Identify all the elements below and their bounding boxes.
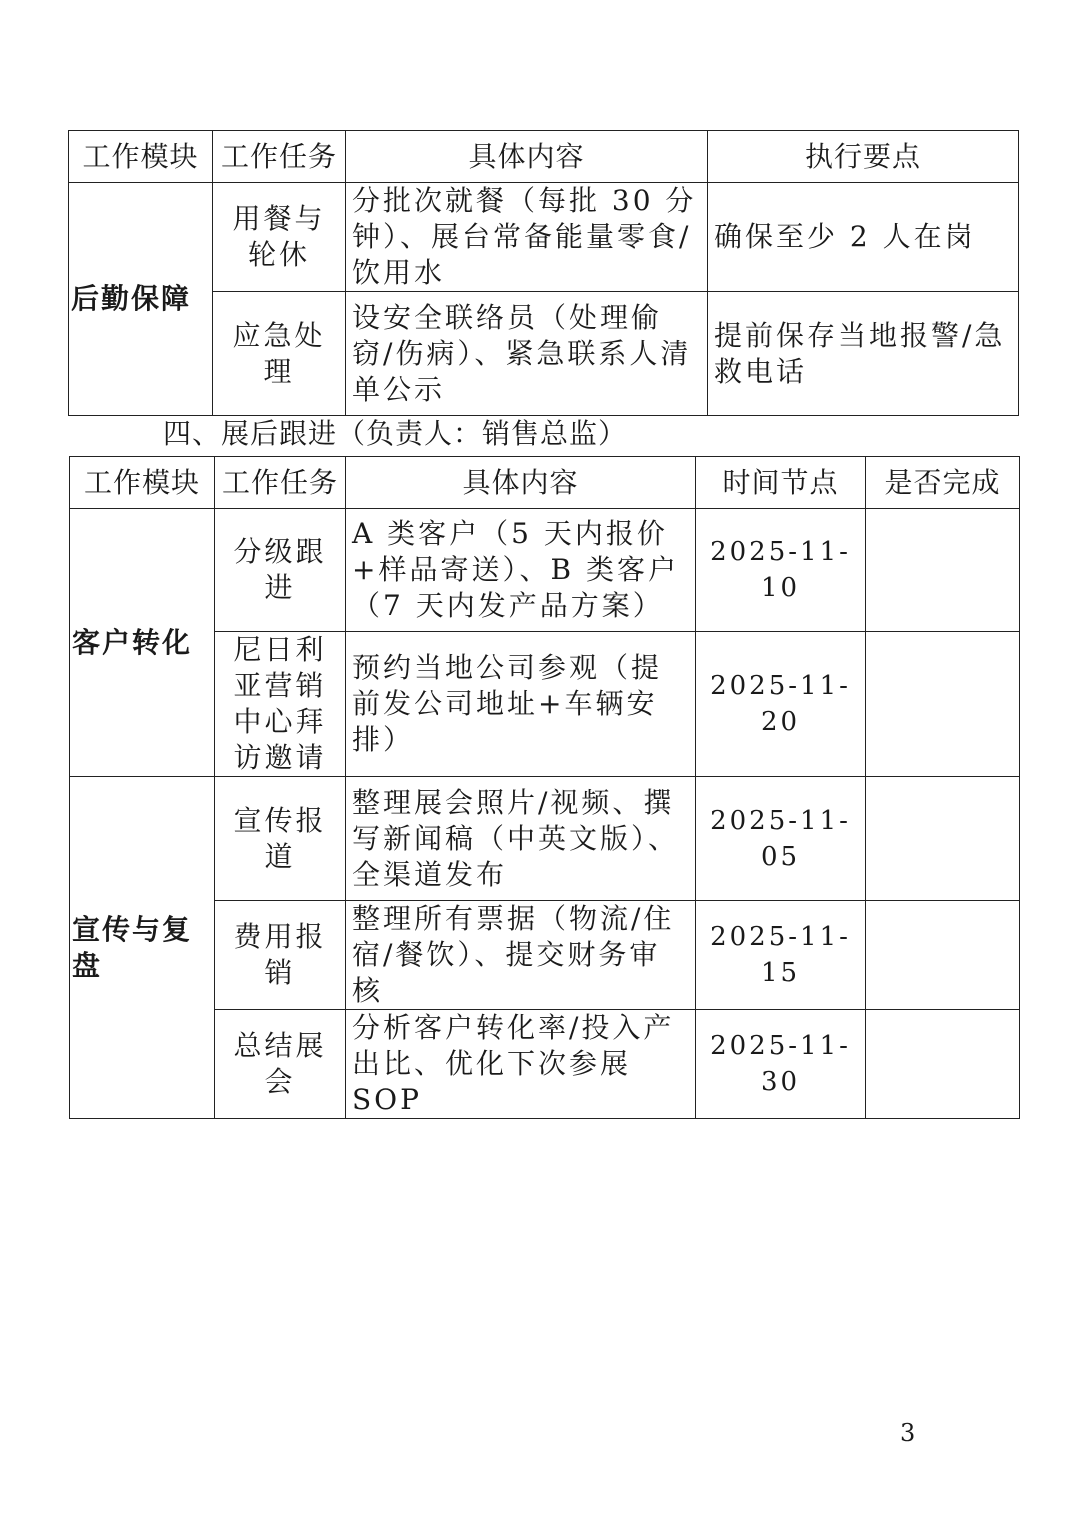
module-cell: 客户转化 <box>70 509 215 777</box>
content-cell: 分批次就餐（每批 30 分钟）、展台常备能量零食/饮用水 <box>346 183 708 292</box>
header-content: 具体内容 <box>346 457 696 509</box>
content-cell: A 类客户（5 天内报价+样品寄送）、B 类客户（7 天内发产品方案） <box>346 509 696 632</box>
done-cell <box>866 632 1020 777</box>
task-cell: 费用报销 <box>215 901 346 1010</box>
point-cell: 确保至少 2 人在岗 <box>708 183 1019 292</box>
date-cell: 2025-11-30 <box>696 1010 866 1119</box>
done-cell <box>866 1010 1020 1119</box>
task-cell: 用餐与轮休 <box>213 183 346 292</box>
table-header-row <box>70 457 1020 509</box>
done-cell <box>866 509 1020 632</box>
content-cell: 整理所有票据（物流/住宿/餐饮）、提交财务审核 <box>346 901 696 1010</box>
task-cell: 尼日利亚营销中心拜访邀请 <box>215 632 346 777</box>
content-cell: 分析客户转化率/投入产出比、优化下次参展 SOP <box>346 1010 696 1119</box>
table-row <box>69 183 1019 292</box>
follow-up-table <box>69 456 1020 1119</box>
header-task: 工作任务 <box>215 457 346 509</box>
date-cell: 2025-11-05 <box>696 777 866 901</box>
page-number: 3 <box>900 1419 916 1447</box>
task-cell: 总结展会 <box>215 1010 346 1119</box>
logistics-table <box>68 130 1019 416</box>
header-date: 时间节点 <box>696 457 866 509</box>
task-cell: 分级跟进 <box>215 509 346 632</box>
content-cell: 预约当地公司参观（提前发公司地址+车辆安排） <box>346 632 696 777</box>
section-heading: 四、展后跟进（负责人：销售总监） <box>163 417 628 450</box>
content-cell: 整理展会照片/视频、撰写新闻稿（中英文版）、全渠道发布 <box>346 777 696 901</box>
header-done: 是否完成 <box>866 457 1020 509</box>
done-cell <box>866 777 1020 901</box>
table-row <box>70 777 1020 901</box>
table-header-row <box>69 131 1019 183</box>
done-cell <box>866 901 1020 1010</box>
task-cell: 应急处理 <box>213 292 346 416</box>
date-cell: 2025-11-20 <box>696 632 866 777</box>
module-cell: 后勤保障 <box>69 183 213 416</box>
header-module: 工作模块 <box>70 457 215 509</box>
module-cell: 宣传与复盘 <box>70 777 215 1119</box>
table-row <box>70 509 1020 632</box>
header-module: 工作模块 <box>69 131 213 183</box>
header-content: 具体内容 <box>346 131 708 183</box>
task-cell: 宣传报道 <box>215 777 346 901</box>
header-task: 工作任务 <box>213 131 346 183</box>
header-point: 执行要点 <box>708 131 1019 183</box>
point-cell: 提前保存当地报警/急救电话 <box>708 292 1019 416</box>
content-cell: 设安全联络员（处理偷窃/伤病）、紧急联系人清单公示 <box>346 292 708 416</box>
date-cell: 2025-11-15 <box>696 901 866 1010</box>
date-cell: 2025-11-10 <box>696 509 866 632</box>
